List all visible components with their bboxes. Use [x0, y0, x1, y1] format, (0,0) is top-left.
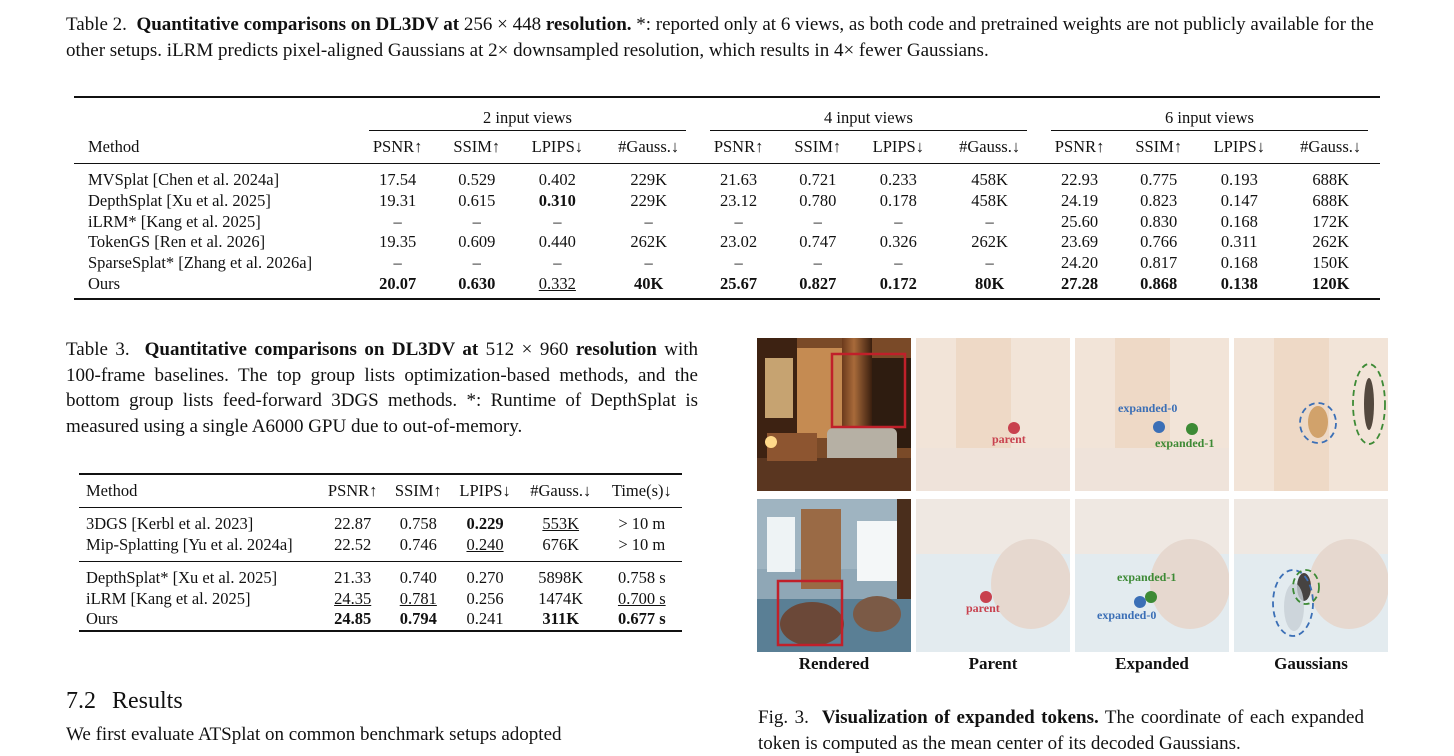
table2-cell: 0.193: [1220, 170, 1258, 190]
table3-cell: 1474K: [538, 588, 584, 608]
table2-cell: 120K: [1311, 273, 1350, 293]
table2-cell: –: [553, 211, 562, 231]
table2-cell: 150K: [1312, 253, 1349, 273]
parent-label: parent: [992, 432, 1026, 446]
table2-cell: 19.31: [379, 191, 417, 211]
figure3-label-gaussians: Gaussians: [1274, 654, 1348, 673]
table2-cell: 172K: [1312, 211, 1349, 231]
table2-row: [74, 211, 1380, 232]
table2-group-header: 2 input views: [357, 97, 698, 131]
figure3-expanded-panel-2: [1075, 499, 1229, 652]
table3-column-header: LPIPS↓: [450, 474, 520, 508]
table2-cell: 22.93: [1061, 170, 1099, 190]
table3-column-header: SSIM↑: [386, 474, 450, 508]
table2-method-cell: DepthSplat [Xu et al. 2025]: [88, 191, 271, 211]
table2-cell: 262K: [630, 232, 667, 252]
table2-cell: 80K: [974, 273, 1005, 293]
table3-cell: 22.87: [334, 514, 372, 534]
table3-row: [79, 562, 682, 589]
figure3-expanded-panel-1: [1075, 338, 1229, 491]
table2-cell: 262K: [971, 232, 1008, 252]
table2-cell: 23.02: [720, 232, 758, 252]
table2-cell: 0.868: [1140, 273, 1178, 293]
table2-cell: 0.615: [458, 191, 496, 211]
body-text: We first evaluate ATSplat on common benchmark setups adopted: [66, 724, 562, 745]
figure3-gaussians-panel-2: [1234, 499, 1388, 652]
table2-cell: –: [393, 211, 402, 231]
table2-cell: 0.766: [1140, 232, 1178, 252]
table2-cell: –: [734, 253, 743, 273]
figure3-caption-title: Visualization of expanded tokens.: [821, 707, 1099, 728]
table3-cell: 0.240: [466, 534, 504, 554]
table2-cell: 27.28: [1061, 273, 1099, 293]
figure3-gaussians-panel-1: [1234, 338, 1388, 491]
table2-cell: 0.721: [799, 170, 837, 190]
table2-column-header: SSIM↑: [438, 131, 515, 164]
table3-cell: 0.781: [399, 588, 437, 608]
table2-cell: 19.35: [379, 232, 417, 252]
table2-cell: 0.172: [879, 273, 917, 293]
table2-cell: 20.07: [379, 273, 417, 293]
expanded-0-label: expanded-0: [1097, 608, 1157, 622]
table3-cell: 311K: [542, 609, 580, 629]
table2-column-header: #Gauss.↓: [599, 131, 698, 164]
table3-row: [79, 535, 682, 562]
table2-row: [74, 191, 1380, 212]
table2-cell: –: [472, 211, 481, 231]
table3-caption-body: with 100-frame baselines. The top group lists optimization-based methods, and the bottom group lists feed-forward 3DGS methods. *: Runtime of: [66, 339, 699, 411]
table2-cell: 25.60: [1061, 211, 1099, 231]
figure3-rendered-bedroom: [757, 499, 911, 652]
table3-column-header: Method: [79, 474, 319, 508]
table3-cell: 24.35: [334, 588, 372, 608]
table2-cell: 0.311: [1221, 232, 1258, 252]
table3-cell: 0.758: [399, 514, 437, 534]
table2-cell: 0.440: [538, 232, 576, 252]
table2-cell: –: [985, 211, 994, 231]
section-title: Results: [112, 688, 183, 714]
table2-cell: 0.402: [538, 170, 576, 190]
table2-cell: 40K: [633, 273, 664, 293]
table2-cell: 0.147: [1220, 191, 1258, 211]
table3-row: [79, 508, 682, 535]
table2-method-cell: SparseSplat* [Zhang et al. 2026a]: [88, 253, 313, 273]
table2-row: [74, 232, 1380, 253]
table2-cell: 0.747: [799, 232, 837, 252]
section-heading: [66, 688, 183, 715]
table3-cell: > 10 m: [618, 514, 666, 534]
table2-cell: 0.326: [879, 232, 917, 252]
table3-column-header: PSNR↑: [319, 474, 386, 508]
table3: [79, 473, 682, 632]
table2-cell: –: [644, 253, 653, 273]
expanded-1-label: expanded-1: [1117, 570, 1177, 584]
table2-group-header: 6 input views: [1039, 97, 1380, 131]
table3-caption-title: Quantitative comparisons on DL3DV at 512 × 960 resolution: [144, 339, 657, 360]
table3-cell: 0.794: [399, 609, 437, 629]
table2: [74, 96, 1380, 300]
table3-cell: > 10 m: [618, 534, 666, 554]
table2-cell: 0.609: [458, 232, 496, 252]
table2-column-header: #Gauss.↓: [1281, 131, 1380, 164]
figure3-label-expanded: Expanded: [1115, 654, 1189, 673]
table3-cell: 0.758 s: [602, 562, 682, 589]
table2-row: [74, 273, 1380, 299]
table2-cell: 0.830: [1140, 211, 1178, 231]
table2-method-cell: Ours: [88, 273, 121, 293]
table2-cell: –: [472, 253, 481, 273]
table3-row: [79, 609, 682, 631]
table3-cell: 22.52: [334, 534, 372, 554]
table2-column-header: SSIM↑: [1120, 131, 1197, 164]
table2-column-header: PSNR↑: [357, 131, 438, 164]
parent-label: parent: [966, 601, 1000, 615]
table2-method-cell: TokenGS [Ren et al. 2026]: [88, 232, 266, 252]
table2-cell: 0.178: [879, 191, 917, 211]
table2-cell: 0.168: [1220, 211, 1258, 231]
table2-column-header: SSIM↑: [779, 131, 856, 164]
table2-column-header: #Gauss.↓: [940, 131, 1039, 164]
expanded-1-dot: [1145, 591, 1157, 603]
table2-cell: –: [644, 211, 653, 231]
table3-row: [79, 589, 682, 610]
table3-caption-label: Table 3.: [66, 339, 130, 360]
table3-method-cell: iLRM [Kang et al. 2025]: [86, 588, 251, 608]
table3-column-header: #Gauss.↓: [520, 474, 602, 508]
table3-cell: 0.746: [399, 534, 437, 554]
table2-cell: 0.775: [1140, 170, 1178, 190]
table2-cell: 25.67: [720, 273, 758, 293]
table3-cell: 0.677 s: [617, 609, 666, 629]
table2-cell: 0.827: [799, 273, 837, 293]
table2-cell: 0.332: [538, 273, 576, 293]
table2-group-header: 4 input views: [698, 97, 1039, 131]
table2-column-header: LPIPS↓: [515, 131, 599, 164]
table3-cell: 5898K: [520, 562, 602, 589]
table3-cell: 676K: [542, 534, 580, 554]
table3-method-cell: DepthSplat* [Xu et al. 2025]: [79, 562, 319, 589]
table2-cell: 688K: [1312, 191, 1349, 211]
table2-cell: –: [813, 253, 822, 273]
expanded-1-dot: [1186, 423, 1198, 435]
table2-row: [74, 253, 1380, 274]
table2-row: [74, 164, 1380, 191]
table2-cell: 458K: [971, 191, 1008, 211]
table2-cell: 0.823: [1140, 191, 1178, 211]
table2-method-header: Method: [74, 131, 357, 164]
table2-cell: 0.630: [458, 273, 496, 293]
table2-caption-title: Quantitative comparisons on DL3DV at 256 × 448 resolution.: [136, 14, 632, 35]
table3-method-cell: Ours: [86, 609, 119, 629]
table2-cell: –: [734, 211, 743, 231]
table2-method-cell: iLRM* [Kang et al. 2025]: [88, 211, 261, 231]
table2-column-header: LPIPS↓: [1197, 131, 1281, 164]
table2-cell: –: [553, 253, 562, 273]
table2-cell: 0.138: [1220, 273, 1258, 293]
table2-caption-label: Table 2.: [66, 14, 127, 35]
table2-cell: 23.12: [720, 191, 758, 211]
table2-cell: –: [393, 253, 402, 273]
table2-column-header: PSNR↑: [698, 131, 779, 164]
table3-cell: 0.740: [386, 562, 450, 589]
table2-cell: 262K: [1312, 232, 1349, 252]
expanded-0-dot: [1153, 421, 1165, 433]
figure3-caption-label: Fig. 3.: [758, 707, 809, 728]
table3-cell: 24.85: [334, 609, 372, 629]
table2-column-header: PSNR↑: [1039, 131, 1120, 164]
table2-cell: 0.817: [1140, 253, 1178, 273]
table3-caption-last: DepthSplat is measured using a single A6000 GPU due to out-of-memory.: [66, 390, 698, 437]
figure3-label-rendered: Rendered: [798, 654, 870, 673]
table3-method-cell: 3DGS [Kerbl et al. 2023]: [86, 514, 254, 534]
table2-cell: –: [985, 253, 994, 273]
table2-cell: 0.310: [538, 191, 576, 211]
table2-caption: [66, 12, 1391, 63]
table3-column-header: Time(s)↓: [602, 474, 682, 508]
section-number: 7.2: [66, 688, 96, 714]
table2-column-header: LPIPS↓: [856, 131, 940, 164]
table3-cell: 0.700 s: [617, 588, 666, 608]
table3-caption: [66, 337, 698, 439]
table2-cell: –: [894, 253, 903, 273]
figure3-rendered-living-room: [757, 338, 911, 491]
table3-cell: 0.256: [466, 588, 504, 608]
table2-cell: 21.63: [720, 170, 758, 190]
table2-cell: 688K: [1312, 170, 1349, 190]
table3-cell: 0.270: [450, 562, 520, 589]
table2-cell: 458K: [971, 170, 1008, 190]
table2-cell: 0.168: [1220, 253, 1258, 273]
table2-cell: 17.54: [379, 170, 417, 190]
table2-method-cell: MVSplat [Chen et al. 2024a]: [88, 170, 280, 190]
table2-cell: 0.529: [458, 170, 496, 190]
table3-cell: 21.33: [319, 562, 386, 589]
table2-cell: 229K: [630, 170, 667, 190]
table3-method-cell: Mip-Splatting [Yu et al. 2024a]: [86, 534, 293, 554]
expanded-0-label: expanded-0: [1118, 401, 1178, 415]
table2-cell: –: [894, 211, 903, 231]
expanded-1-label: expanded-1: [1155, 436, 1215, 450]
table2-cell: 229K: [630, 191, 667, 211]
table2-cell: 24.20: [1061, 253, 1099, 273]
table2-cell: 0.780: [799, 191, 837, 211]
table3-cell: 553K: [542, 514, 580, 534]
figure3-caption-body: The coordinate of each expanded token is computed as the mean center of its decoded Gaussians.: [758, 707, 1364, 754]
table2-cell: 0.233: [879, 170, 917, 190]
figure3-parent-panel-2: [916, 499, 1070, 652]
figure3-label-parent: Parent: [968, 654, 1018, 673]
table2-cell: –: [813, 211, 822, 231]
figure3-caption: [758, 705, 1364, 756]
table2-cell: 23.69: [1061, 232, 1099, 252]
table2-cell: 24.19: [1061, 191, 1099, 211]
table2-caption-body: *: reported only at 6 views, as both code and pretrained weights are not publicly available for the other setups. iLRM predicts pixel-aligned Gaussians at 2× downsampled resolution, which results in 4× fewer Gaussians.: [66, 14, 1374, 61]
figure3-parent-panel-1: [916, 338, 1070, 491]
table3-cell: 0.229: [466, 514, 504, 534]
table3-cell: 0.241: [466, 609, 504, 629]
